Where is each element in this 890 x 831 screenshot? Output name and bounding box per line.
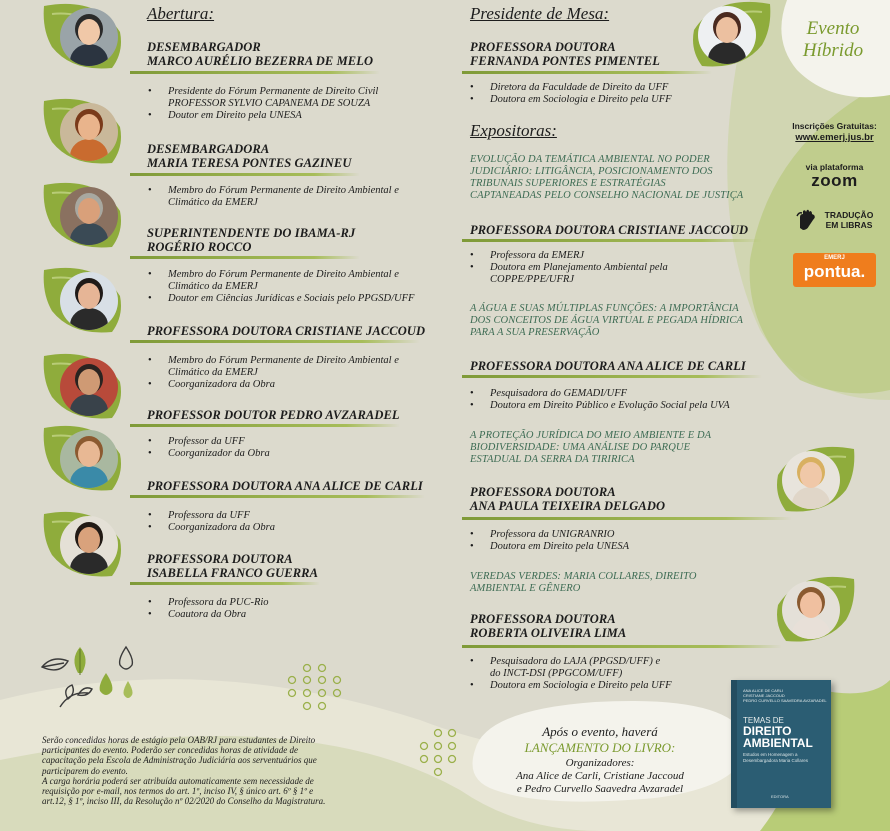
organizadores-names: Ana Alice de Carli, Cristiane Jaccoud e Pedro Curvello Saavedra Avzaradel [516,770,684,795]
name-underline [462,517,792,520]
speaker-photo [60,430,118,488]
name-underline [130,173,360,176]
evento-hibrido: Evento Híbrido [802,18,864,61]
talk-topic: VEREDAS VERDES: MARIA COLLARES, DIREITO AMBIENTAL E GÊNERO [470,571,697,594]
speaker-bullets [148,436,468,460]
lancamento-livro: LANÇAMENTO DO LIVRO: [524,740,676,755]
drop-icon-green [100,673,113,695]
speaker-photo [60,272,118,330]
speaker-photo [60,358,118,416]
speaker-photo [782,451,840,509]
speaker-name: DESEMBARGADOR MARCO AURÉLIO BEZERRA DE MELO [147,40,374,68]
speaker-photo [60,516,118,574]
site-link[interactable]: www.emerj.jus.br [795,132,874,143]
bullet-item: • Membro do Fórum Permanente de Direito Ambiental e Climático da EMERJ [148,185,468,209]
book-temas: TEMAS DE [743,716,784,725]
bullet-item: • Professor da UFF [148,436,468,448]
presidente-name: PROFESSORA DOUTORA FERNANDA PONTES PIMENTEL [470,40,660,68]
abertura-title: Abertura: [147,4,215,23]
expositora-bullets [470,656,760,692]
bullet-item: • Professora da UNIGRANRIO [470,529,760,541]
apos-evento: Após o evento, haverá [542,724,658,739]
name-underline [130,582,320,585]
speaker-bullets [148,185,468,209]
book-publisher: EDITORA [771,794,789,799]
presidente-title: Presidente de Mesa: [470,4,610,23]
speaker-bullets [148,355,468,391]
talk-topic: A PROTEÇÃO JURÍDICA DO MEIO AMBIENTE E DA BIODIVERSIDADE: UMA ANÁLISE DO PARQUE ESTADUAL DA SERRA DA TIRIRICA [470,430,712,465]
name-underline [462,239,762,242]
expositoras-title: Expositoras: [470,121,557,140]
speaker-name: PROFESSORA DOUTORA ISABELLA FRANCO GUERRA [147,552,319,580]
bullet-item: • Coorganizadora da Obra [148,522,468,534]
bullet-item: • Membro do Fórum Permanente de Direito Ambiental e Climático da EMERJ [148,269,468,293]
bullet-item: • Doutora em Direito pela UNESA [470,541,760,553]
bullet-item: • Coorganizador da Obra [148,448,468,460]
talk-topic: A ÁGUA E SUAS MÚLTIPLAS FUNÇÕES: A IMPORTÂNCIA DOS CONCEITOS DE ÁGUA VIRTUAL E PEGADA HÍDRICA PARA A SUA PRESERVAÇÃO [470,303,744,338]
expositora-name: PROFESSORA DOUTORA CRISTIANE JACCOUD [470,223,749,237]
speaker-name: DESEMBARGADORA MARIA TERESA PONTES GAZINEU [147,142,352,170]
bullet-item: • Doutora em Direito Público e Evolução Social pela UVA [470,400,770,412]
speaker-photo [60,187,118,245]
bullet-item: • Presidente do Fórum Permanente de Direito Civil PROFESSOR SYLVIO CAPANEMA DE SOUZA [148,86,468,110]
speaker-name: PROFESSORA DOUTORA CRISTIANE JACCOUD [147,324,426,338]
speaker-photo [60,8,118,66]
via-plataforma: via plataforma [805,162,864,172]
name-underline [130,424,400,427]
name-underline [130,256,360,259]
bullet-item: • Professora da UFF [148,510,468,522]
footer-note: Serão concedidas horas de estágio pela OAB/RJ para estudantes de Direito participantes do evento. Poderão ser concedidas horas de atividade de capacitação pela Escola de Administração Judiciária aos serventuários que participarem do evento. A carga horária poderá ser atribuída automaticamente sem necessidade de requisição por e-mail, nos termos do art. 1º, inciso IV, § único art. 6º § 1º e art.12, § 1º, inciso III, da Resolução nº 02/2020 do Conselho da Magistratura. [42,735,326,807]
bullet-item: • Professora da PUC-Rio [148,597,468,609]
speaker-bullets [148,510,468,534]
book-spine [731,680,737,808]
bullet-item: • Coautora da Obra [148,609,468,621]
name-underline [130,495,425,498]
sign-language-icon [796,208,818,232]
speaker-photo [60,103,118,161]
speaker-name: PROFESSOR DOUTOR PEDRO AVZARADEL [147,408,400,422]
presidente-bullets [470,82,760,106]
bullet-item: • Membro do Fórum Permanente de Direito Ambiental e Climático da EMERJ [148,355,468,379]
bullet-item: • Pesquisadora do GEMADI/UFF [470,388,770,400]
name-underline [462,375,762,378]
book-title: DIREITO AMBIENTAL [743,724,813,750]
bullet-item: • Doutor em Direito pela UNESA [148,110,468,122]
organizadores-label: Organizadores: [565,757,635,769]
bullet-item: • Diretora da Faculdade de Direito da UFF [470,82,760,94]
bullet-item: • Pesquisadora do LAJA (PPGSD/UFF) e do INCT-DSI (PPGCOM/UFF) [470,656,760,680]
expositora-name: PROFESSORA DOUTORA ANA PAULA TEIXEIRA DELGADO [470,485,666,513]
speaker-photo [782,581,840,639]
drop-icon [120,647,133,669]
name-underline [130,340,420,343]
talk-topic: EVOLUÇÃO DA TEMÁTICA AMBIENTAL NO PODER JUDICIÁRIO: LITIGÂNCIA, POSICIONAMENTO DOS TRIBUNAIS SUPERIORES E ESTRATÉGIAS CAPTANEADAS PELO CONSELHO NACIONAL DE JUSTIÇA [470,154,744,201]
book-subtitle: Estudos em Homenagem a Desembargadora Maria Collares [743,752,809,763]
expositora-name: PROFESSORA DOUTORA ANA ALICE DE CARLI [470,359,746,373]
bullet-item: • Doutora em Sociologia e Direito pela UFF [470,680,760,692]
book-authors: ANA ALICE DE CARLI CRISTIANE JACCOUD PEDRO CURVELLO SAAVEDRA AVZARADEL [743,688,827,703]
leaf-outline-icon [42,659,68,670]
bullet-item: • Doutora em Planejamento Ambiental pela COPPE/PPE/UFRJ [470,262,760,286]
name-underline [462,645,782,648]
speaker-name: PROFESSORA DOUTORA ANA ALICE DE CARLI [147,479,423,493]
expositora-name: PROFESSORA DOUTORA ROBERTA OLIVEIRA LIMA [470,612,627,640]
drop-icon-small [124,681,133,698]
pontua-text: pontua. [803,262,866,281]
bullet-item: • Professora da EMERJ [470,250,760,262]
plant-icons [40,645,140,710]
expositora-bullets [470,529,760,553]
bullet-item: • Doutora em Sociologia e Direito pela UFF [470,94,760,106]
zoom-logo: zoom [811,171,858,190]
pontua-logo [793,253,876,287]
speaker-bullets [148,597,468,621]
branch-icon [60,685,92,707]
expositora-bullets [470,250,760,286]
book-cover [731,680,831,808]
speaker-bullets [148,269,468,305]
dot-grid [282,662,342,722]
speaker-bullets [148,86,468,122]
speaker-name: SUPERINTENDENTE DO IBAMA-RJ ROGÉRIO ROCCO [147,226,356,254]
speaker-photo [698,6,756,64]
name-underline [462,71,712,74]
expositora-bullets [470,388,770,412]
pontua-emerj-text: EMERJ [824,255,845,261]
inscricoes-label: Inscrições Gratuitas: [792,121,877,131]
bullet-item: • Doutor em Ciências Jurídicas e Sociais pelo PPGSD/UFF [148,293,468,305]
traducao-libras: TRADUÇÃO EM LIBRAS [824,210,874,230]
bullet-item: • Coorganizadora da Obra [148,379,468,391]
name-underline [130,71,380,74]
